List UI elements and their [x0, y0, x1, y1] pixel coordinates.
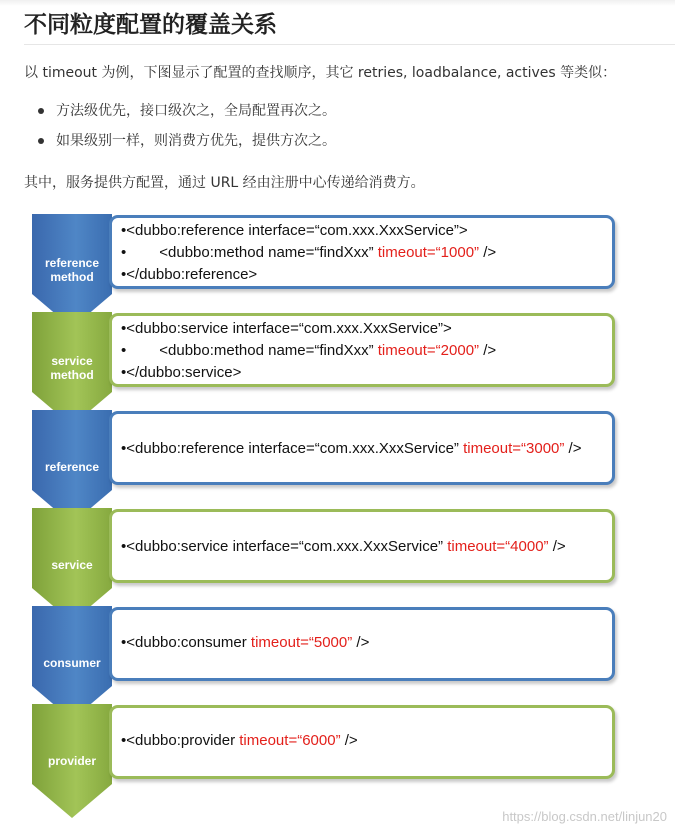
override-priority-diagram	[0, 210, 675, 830]
label-reference-method: reference method	[44, 256, 100, 284]
label-consumer: consumer	[43, 656, 101, 670]
code-line: •</dubbo:reference>	[121, 266, 258, 283]
top-fade	[0, 0, 675, 6]
config-box-service	[109, 509, 615, 583]
code-line: • <dubbo:method name=“findXxx” timeout=“2000” />	[121, 342, 497, 359]
label-service: service	[51, 558, 93, 572]
code-line: •<dubbo:reference interface=“com.xxx.XxxService”>	[121, 222, 468, 239]
config-box-provider	[109, 705, 615, 779]
timeout-value: timeout=“2000”	[377, 342, 480, 359]
section-title: 不同粒度配置的覆盖关系	[24, 12, 277, 38]
timeout-value: timeout=“3000”	[463, 440, 565, 457]
note-paragraph: 其中，服务提供方配置，通过 URL 经由注册中心传递给消费方。	[24, 175, 425, 191]
config-box-reference	[109, 411, 615, 485]
timeout-value: timeout=“1000”	[377, 244, 480, 261]
label-reference: reference	[44, 460, 100, 474]
label-provider: provider	[47, 754, 96, 768]
code-line: • <dubbo:method name=“findXxx” timeout=“1000” />	[121, 244, 497, 261]
priority-rules-list	[36, 100, 336, 160]
chevron-arrows	[0, 210, 120, 830]
code-line: •<dubbo:service interface=“com.xxx.XxxService”>	[121, 320, 452, 337]
timeout-value: timeout=“4000”	[447, 538, 549, 555]
code-line: •<dubbo:service interface=“com.xxx.XxxService” timeout=“4000” />	[121, 538, 566, 555]
timeout-value: timeout=“6000”	[239, 732, 341, 749]
config-box-consumer	[109, 607, 615, 681]
code-line: •<dubbo:reference interface=“com.xxx.XxxService” timeout=“3000” />	[121, 440, 582, 457]
code-line: •</dubbo:service>	[121, 364, 242, 381]
config-box-reference-method	[109, 215, 615, 289]
watermark: https://blog.csdn.net/linjun20	[502, 809, 667, 824]
intro-paragraph: 以 timeout 为例，下图显示了配置的查找顺序，其它 retries, loadbalance, actives 等类似：	[24, 65, 617, 81]
code-line: •<dubbo:consumer timeout=“5000” />	[121, 634, 370, 651]
timeout-value: timeout=“5000”	[250, 634, 353, 651]
rule-item-2: 如果级别一样，则消费方优先，提供方次之。	[36, 130, 336, 160]
config-box-service-method	[109, 313, 615, 387]
code-line: •<dubbo:provider timeout=“6000” />	[121, 732, 358, 749]
title-divider	[24, 44, 675, 45]
rule-item-1: 方法级优先，接口级次之，全局配置再次之。	[36, 100, 336, 130]
label-service-method: service method	[50, 354, 94, 382]
